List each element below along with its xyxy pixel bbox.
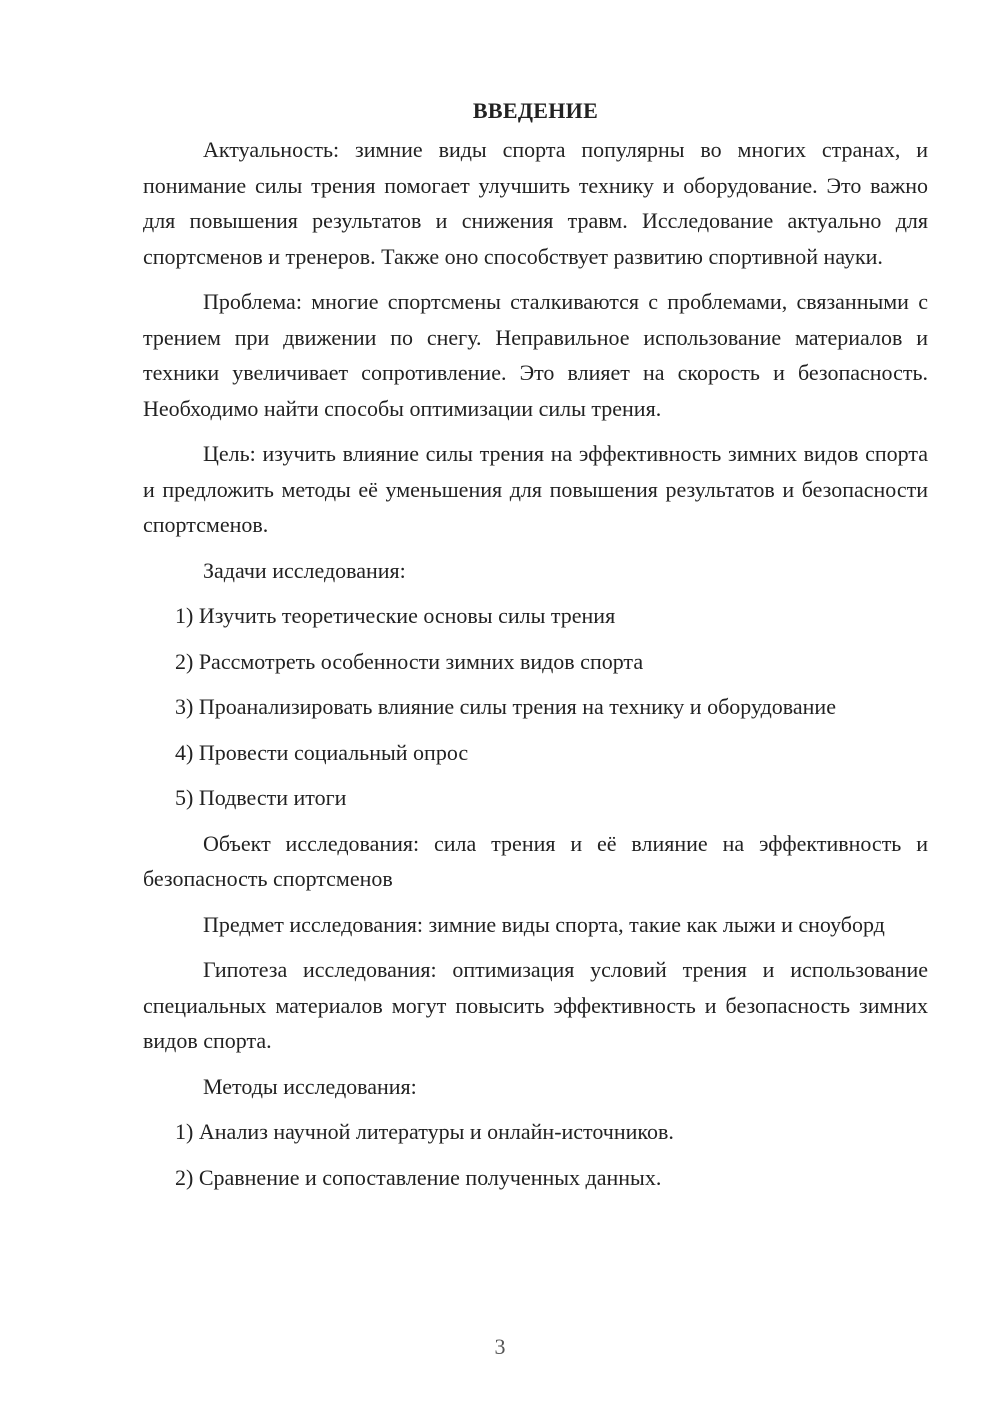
section-heading: ВВЕДЕНИЕ: [472, 98, 599, 123]
hypothesis-paragraph: Гипотеза исследования: оптимизация условий трения и использование специальных материалов могут повысить эффективность и безопасность зимних видов спорта.: [143, 957, 928, 1053]
task-item: 2) Рассмотреть особенности зимних видов спорта: [175, 648, 644, 674]
task-item: 3) Проанализировать влияние силы трения на технику и оборудование: [175, 694, 836, 719]
problem-paragraph: Проблема: многие спортсмены сталкиваются с проблемами, связанными с трением при движении по снегу. Неправильное использование материалов и техники увеличивает сопротивление. Это влияет на скорость и безопасность. Необходимо найти способы оптимизации силы трения.: [143, 289, 928, 421]
goal-paragraph: Цель: изучить влияние силы трения на эффективность зимних видов спорта и предложить методы её уменьшения для повышения результатов и безопасности спортсменов.: [143, 441, 928, 537]
document-page: [143, 96, 928, 1205]
subject-paragraph: Предмет исследования: зимние виды спорта, такие как лыжи и сноуборд: [203, 911, 885, 937]
task-item: 4) Провести социальный опрос: [175, 739, 469, 765]
method-item: 1) Анализ научной литературы и онлайн-источников.: [175, 1119, 674, 1144]
method-item: 2) Сравнение и сопоставление полученных данных.: [175, 1164, 662, 1190]
object-paragraph: Объект исследования: сила трения и её влияние на эффективность и безопасность спортсменов: [143, 830, 928, 891]
methods-label: Методы исследования:: [203, 1073, 417, 1099]
task-item: 5) Подвести итоги: [175, 785, 347, 810]
task-item: 1) Изучить теоретические основы силы трения: [175, 603, 616, 628]
page-number: 3: [494, 1334, 506, 1359]
relevance-paragraph: Актуальность: зимние виды спорта популярны во многих странах, и понимание силы трения помогает улучшить технику и оборудование. Это важно для повышения результатов и снижения травм. Исследование актуально для спортсменов и тренеров. Также оно способствует развитию спортивной науки.: [143, 137, 928, 269]
tasks-label: Задачи исследования:: [203, 557, 406, 583]
